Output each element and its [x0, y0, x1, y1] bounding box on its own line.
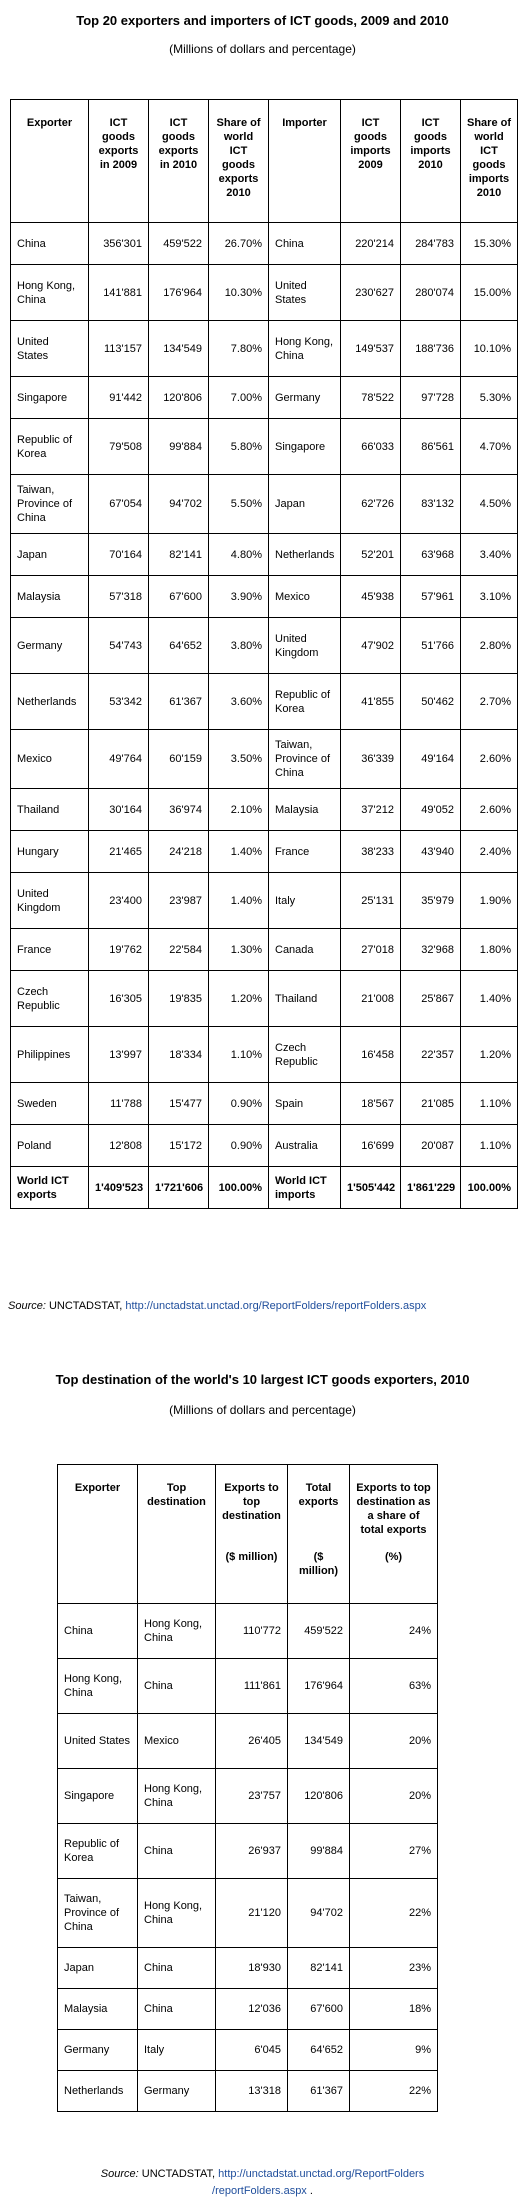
table-cell: 20%: [350, 1769, 438, 1824]
table-cell: 2.60%: [461, 789, 518, 831]
col-header: ICT goods imports 2010: [401, 100, 461, 223]
table-cell: 230'627: [341, 265, 401, 321]
table-cell: 67'054: [89, 475, 149, 534]
table-cell: 36'339: [341, 730, 401, 789]
table-cell: 78'522: [341, 377, 401, 419]
table-cell: 99'884: [288, 1824, 350, 1879]
source-link[interactable]: /reportFolders.aspx: [212, 2185, 307, 2197]
table-cell: Germany: [269, 377, 341, 419]
section2-subtitle: (Millions of dollars and percentage): [169, 1403, 356, 1417]
table-cell: 15.30%: [461, 223, 518, 265]
table-cell: Thailand: [11, 789, 89, 831]
table-cell: 99'884: [149, 419, 209, 475]
table-cell: 0.90%: [209, 1083, 269, 1125]
table-row: [11, 789, 518, 831]
table-cell: 110'772: [216, 1604, 288, 1659]
table-cell: Germany: [11, 618, 89, 674]
table-cell: 63%: [350, 1659, 438, 1714]
table-cell: China: [269, 223, 341, 265]
table-cell: 43'940: [401, 831, 461, 873]
table-cell: 25'131: [341, 873, 401, 929]
table-cell: Malaysia: [11, 576, 89, 618]
table-cell: Germany: [58, 2030, 138, 2071]
table-cell: 18'567: [341, 1083, 401, 1125]
table-cell: 26'405: [216, 1714, 288, 1769]
table-cell: Taiwan, Province of China: [58, 1879, 138, 1948]
table-cell: Sweden: [11, 1083, 89, 1125]
table-header-row: [11, 100, 518, 223]
table-cell: Malaysia: [58, 1989, 138, 2030]
table-cell: China: [138, 1659, 216, 1714]
table-cell: 32'968: [401, 929, 461, 971]
source-link[interactable]: http://unctadstat.unctad.org/ReportFolders: [218, 2168, 425, 2180]
table-row: [11, 618, 518, 674]
table-cell: 21'008: [341, 971, 401, 1027]
table-cell: 21'465: [89, 831, 149, 873]
table-cell: 149'537: [341, 321, 401, 377]
table-cell: Thailand: [269, 971, 341, 1027]
table-cell: 70'164: [89, 534, 149, 576]
table-cell: 1.20%: [461, 1027, 518, 1083]
table-cell: 100.00%: [209, 1167, 269, 1209]
table-row: [11, 730, 518, 789]
table-cell: 356'301: [89, 223, 149, 265]
table-cell: 27'018: [341, 929, 401, 971]
table-cell: Singapore: [58, 1769, 138, 1824]
table-cell: 45'938: [341, 576, 401, 618]
table-cell: 1.80%: [461, 929, 518, 971]
source-label: Source:: [8, 1300, 46, 1312]
table-cell: 13'997: [89, 1027, 149, 1083]
table-cell: 38'233: [341, 831, 401, 873]
table-cell: 11'788: [89, 1083, 149, 1125]
table-cell: 15'477: [149, 1083, 209, 1125]
table-cell: 66'033: [341, 419, 401, 475]
table-cell: 61'367: [149, 674, 209, 730]
table-cell: Taiwan, Province of China: [11, 475, 89, 534]
table-cell: Mexico: [269, 576, 341, 618]
table-cell: 26'937: [216, 1824, 288, 1879]
table-row: [58, 1769, 438, 1824]
table-cell: United States: [269, 265, 341, 321]
table-cell: Canada: [269, 929, 341, 971]
table-cell: 94'702: [288, 1879, 350, 1948]
table-cell: France: [11, 929, 89, 971]
table-cell: 47'902: [341, 618, 401, 674]
table-cell: 9%: [350, 2030, 438, 2071]
table-cell: 20'087: [401, 1125, 461, 1167]
table-cell: 12'808: [89, 1125, 149, 1167]
table-cell: Hong Kong, China: [138, 1769, 216, 1824]
table-cell: 1.20%: [209, 971, 269, 1027]
table-cell: 1'409'523: [89, 1167, 149, 1209]
table-cell: 1'505'442: [341, 1167, 401, 1209]
table-cell: 2.40%: [461, 831, 518, 873]
table-cell: 188'736: [401, 321, 461, 377]
col-header: Total exports ($ million): [288, 1465, 350, 1604]
table-cell: 18%: [350, 1989, 438, 2030]
table-cell: 120'806: [288, 1769, 350, 1824]
col-header: Importer: [269, 100, 341, 223]
table-cell: Hong Kong, China: [269, 321, 341, 377]
table-cell: 25'867: [401, 971, 461, 1027]
table-cell: 4.80%: [209, 534, 269, 576]
table-cell: Italy: [269, 873, 341, 929]
table-cell: 100.00%: [461, 1167, 518, 1209]
table-cell: Singapore: [269, 419, 341, 475]
table-cell: 1.10%: [461, 1125, 518, 1167]
table-cell: 82'141: [149, 534, 209, 576]
table-cell: 21'120: [216, 1879, 288, 1948]
table-cell: 20%: [350, 1714, 438, 1769]
table-cell: 54'743: [89, 618, 149, 674]
table-row: [11, 265, 518, 321]
table-cell: 64'652: [149, 618, 209, 674]
table-cell: 0.90%: [209, 1125, 269, 1167]
table-cell: 49'164: [401, 730, 461, 789]
table-cell: 57'961: [401, 576, 461, 618]
table-cell: 67'600: [288, 1989, 350, 2030]
table-cell: 50'462: [401, 674, 461, 730]
table-cell: China: [58, 1604, 138, 1659]
table-cell: Mexico: [138, 1714, 216, 1769]
table-cell: China: [11, 223, 89, 265]
table-cell: 52'201: [341, 534, 401, 576]
table-row: [11, 1125, 518, 1167]
table-cell: 23'400: [89, 873, 149, 929]
table-cell: 134'549: [288, 1714, 350, 1769]
table-cell: Netherlands: [58, 2071, 138, 2112]
table-cell: 22%: [350, 2071, 438, 2112]
table-cell: United States: [58, 1714, 138, 1769]
source-label: Source:: [100, 2168, 139, 2180]
table-row: [58, 1948, 438, 1989]
table-cell: 61'367: [288, 2071, 350, 2112]
table-cell: 37'212: [341, 789, 401, 831]
source-org: UNCTADSTAT,: [138, 2168, 219, 2180]
table-cell: 23'757: [216, 1769, 288, 1824]
table-row: [11, 534, 518, 576]
table-cell: 141'881: [89, 265, 149, 321]
table-cell: 3.90%: [209, 576, 269, 618]
table-cell: China: [138, 1989, 216, 2030]
table-row: [58, 2030, 438, 2071]
table-cell: 1.10%: [461, 1083, 518, 1125]
table-cell: 82'141: [288, 1948, 350, 1989]
table-cell: Hong Kong, China: [138, 1879, 216, 1948]
table-cell: 459'522: [288, 1604, 350, 1659]
table-cell: 22'584: [149, 929, 209, 971]
table-cell: Netherlands: [269, 534, 341, 576]
table-cell: 15'172: [149, 1125, 209, 1167]
table-cell: 13'318: [216, 2071, 288, 2112]
table-cell: 97'728: [401, 377, 461, 419]
table-cell: Hong Kong, China: [58, 1659, 138, 1714]
table-cell: Italy: [138, 2030, 216, 2071]
table-cell: Netherlands: [11, 674, 89, 730]
table-cell: 284'783: [401, 223, 461, 265]
table-row: [58, 2071, 438, 2112]
table-cell: 5.30%: [461, 377, 518, 419]
table-cell: 5.80%: [209, 419, 269, 475]
table-cell: 4.50%: [461, 475, 518, 534]
table-cell: 2.70%: [461, 674, 518, 730]
table-row: [11, 419, 518, 475]
table-row: [11, 576, 518, 618]
table-cell: 10.10%: [461, 321, 518, 377]
table-cell: Czech Republic: [11, 971, 89, 1027]
table-cell: Japan: [58, 1948, 138, 1989]
table-cell: 16'699: [341, 1125, 401, 1167]
table-cell: 5.50%: [209, 475, 269, 534]
table-cell: Republic of Korea: [58, 1824, 138, 1879]
table-row: [58, 1989, 438, 2030]
table-cell: Spain: [269, 1083, 341, 1125]
table-cell: 10.30%: [209, 265, 269, 321]
table-cell: 459'522: [149, 223, 209, 265]
table-cell: 2.60%: [461, 730, 518, 789]
table-cell: 111'861: [216, 1659, 288, 1714]
table-cell: 35'979: [401, 873, 461, 929]
table-cell: 1.90%: [461, 873, 518, 929]
table-cell: Taiwan, Province of China: [269, 730, 341, 789]
table-cell: 19'762: [89, 929, 149, 971]
table-cell: China: [138, 1824, 216, 1879]
table-cell: 7.80%: [209, 321, 269, 377]
table-cell: 53'342: [89, 674, 149, 730]
table-cell: United States: [11, 321, 89, 377]
table-cell: 79'508: [89, 419, 149, 475]
table-cell: 176'964: [288, 1659, 350, 1714]
table-cell: 15.00%: [461, 265, 518, 321]
table-row: [11, 873, 518, 929]
table-cell: 16'458: [341, 1027, 401, 1083]
table-cell: 94'702: [149, 475, 209, 534]
table-cell: 19'835: [149, 971, 209, 1027]
table-cell: 1.40%: [209, 873, 269, 929]
section1-title: Top 20 exporters and importers of ICT goods, 2009 and 2010: [76, 13, 449, 28]
table-cell: Mexico: [11, 730, 89, 789]
table-row: [58, 1824, 438, 1879]
table-cell: 63'968: [401, 534, 461, 576]
table-cell: World ICT exports: [11, 1167, 89, 1209]
table-cell: 3.10%: [461, 576, 518, 618]
table-cell: 21'085: [401, 1083, 461, 1125]
table-row: [11, 1083, 518, 1125]
col-header: Top destination: [138, 1465, 216, 1604]
section1-subtitle: (Millions of dollars and percentage): [169, 42, 356, 56]
table-row: [11, 321, 518, 377]
table-cell: 26.70%: [209, 223, 269, 265]
table-cell: Japan: [11, 534, 89, 576]
table-cell: Hungary: [11, 831, 89, 873]
table-cell: Hong Kong, China: [138, 1604, 216, 1659]
table-cell: 86'561: [401, 419, 461, 475]
col-header: ICT goods exports in 2010: [149, 100, 209, 223]
table-cell: 36'974: [149, 789, 209, 831]
table-cell: 24'218: [149, 831, 209, 873]
table-cell: 2.80%: [461, 618, 518, 674]
table-cell: 62'726: [341, 475, 401, 534]
table-cell: 7.00%: [209, 377, 269, 419]
table-cell: 1.40%: [209, 831, 269, 873]
col-header: Exports to top destination as a share of total exports (%): [350, 1465, 438, 1604]
table-cell: 120'806: [149, 377, 209, 419]
table-cell: 18'334: [149, 1027, 209, 1083]
table-cell: 1'861'229: [401, 1167, 461, 1209]
table-cell: 134'549: [149, 321, 209, 377]
table-cell: 3.40%: [461, 534, 518, 576]
col-header: Share of world ICT goods exports 2010: [209, 100, 269, 223]
table-cell: United Kingdom: [269, 618, 341, 674]
table-cell: 22'357: [401, 1027, 461, 1083]
table-cell: Australia: [269, 1125, 341, 1167]
table-cell: 51'766: [401, 618, 461, 674]
table-cell: United Kingdom: [11, 873, 89, 929]
table-cell: China: [138, 1948, 216, 1989]
section1-source: [8, 1300, 426, 1312]
top-destination-table: [57, 1464, 438, 2112]
table-row: [58, 1714, 438, 1769]
ict-top20-table: [10, 99, 518, 1209]
table-cell: 3.50%: [209, 730, 269, 789]
table-cell: Japan: [269, 475, 341, 534]
section2-title: Top destination of the world's 10 largest ICT goods exporters, 2010: [55, 1372, 470, 1387]
table-row: [11, 971, 518, 1027]
table-cell: 280'074: [401, 265, 461, 321]
table-cell: 64'652: [288, 2030, 350, 2071]
col-header: ICT goods imports 2009: [341, 100, 401, 223]
table-cell: 4.70%: [461, 419, 518, 475]
col-header: Exports to top destination ($ million): [216, 1465, 288, 1604]
table-cell: Republic of Korea: [11, 419, 89, 475]
table-cell: 27%: [350, 1824, 438, 1879]
source-org: UNCTADSTAT,: [45, 1300, 126, 1312]
table-cell: 6'045: [216, 2030, 288, 2071]
table-cell: 41'855: [341, 674, 401, 730]
table-cell: Malaysia: [269, 789, 341, 831]
table-row: [11, 674, 518, 730]
table-cell: 3.60%: [209, 674, 269, 730]
table-cell: 57'318: [89, 576, 149, 618]
table-cell: Singapore: [11, 377, 89, 419]
table-cell: 49'764: [89, 730, 149, 789]
table-cell: 176'964: [149, 265, 209, 321]
col-header: Exporter: [11, 100, 89, 223]
table-cell: 1.40%: [461, 971, 518, 1027]
table-cell: 113'157: [89, 321, 149, 377]
table-cell: 67'600: [149, 576, 209, 618]
table-cell: 23'987: [149, 873, 209, 929]
table-cell: 30'164: [89, 789, 149, 831]
source-link[interactable]: http://unctadstat.unctad.org/ReportFolders/reportFolders.aspx: [125, 1300, 427, 1312]
table-cell: 12'036: [216, 1989, 288, 2030]
table-row: [11, 223, 518, 265]
table-cell: 91'442: [89, 377, 149, 419]
table-cell: 83'132: [401, 475, 461, 534]
table-cell: 1'721'606: [149, 1167, 209, 1209]
col-header: Share of world ICT goods imports 2010: [461, 100, 518, 223]
table-row: [11, 831, 518, 873]
table-row: [11, 377, 518, 419]
col-header: Exporter: [58, 1465, 138, 1604]
table-row: [11, 929, 518, 971]
table-row: [11, 1027, 518, 1083]
table-row: [58, 1659, 438, 1714]
table-cell: 1.10%: [209, 1027, 269, 1083]
table-cell: World ICT imports: [269, 1167, 341, 1209]
table-header-row: [58, 1465, 438, 1604]
table-row: [11, 475, 518, 534]
table-cell: Germany: [138, 2071, 216, 2112]
table-cell: 18'930: [216, 1948, 288, 1989]
table-cell: Czech Republic: [269, 1027, 341, 1083]
table-cell: 1.30%: [209, 929, 269, 971]
table-cell: Philippines: [11, 1027, 89, 1083]
table-cell: 16'305: [89, 971, 149, 1027]
table-cell: 24%: [350, 1604, 438, 1659]
section2-source: Source: UNCTADSTAT, http://unctadstat.unctad.org/ReportFolders /reportFolders.aspx .: [100, 2168, 425, 2197]
col-header: ICT goods exports in 2009: [89, 100, 149, 223]
table-cell: France: [269, 831, 341, 873]
table-cell: Hong Kong, China: [11, 265, 89, 321]
table-cell: 22%: [350, 1879, 438, 1948]
table-cell: 3.80%: [209, 618, 269, 674]
table-cell: Republic of Korea: [269, 674, 341, 730]
table-cell: 49'052: [401, 789, 461, 831]
table-total-row: [11, 1167, 518, 1209]
table-cell: 220'214: [341, 223, 401, 265]
table-cell: Poland: [11, 1125, 89, 1167]
table-cell: 60'159: [149, 730, 209, 789]
table-row: [58, 1879, 438, 1948]
table-cell: 23%: [350, 1948, 438, 1989]
table-cell: 2.10%: [209, 789, 269, 831]
table-row: [58, 1604, 438, 1659]
